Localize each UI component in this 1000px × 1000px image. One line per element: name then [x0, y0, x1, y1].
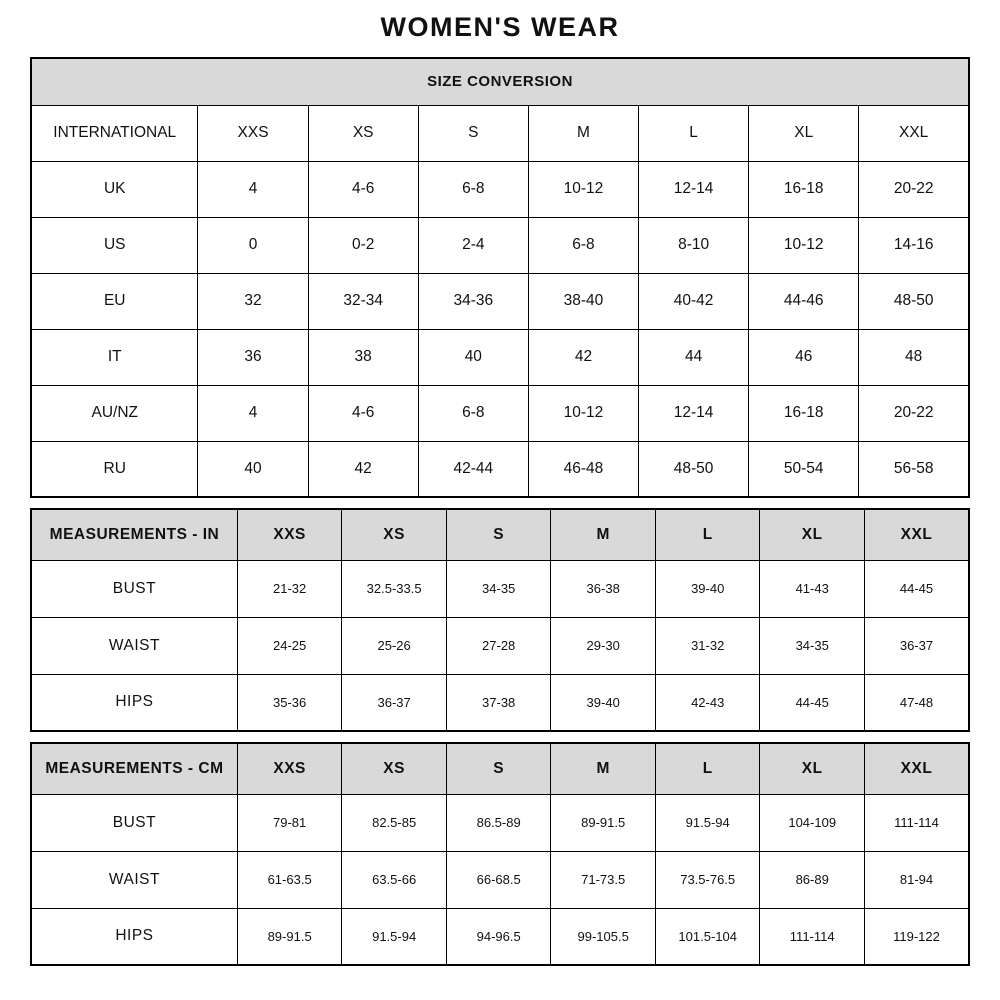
row-label: BUST	[31, 794, 237, 851]
cell: 42-43	[655, 674, 760, 731]
column-header: XL	[760, 743, 865, 794]
cell: 48-50	[859, 273, 969, 329]
cell: 48-50	[639, 441, 749, 497]
cell: 35-36	[237, 674, 342, 731]
cell: 38	[308, 329, 418, 385]
cell: 6-8	[528, 217, 638, 273]
cell: 40	[418, 329, 528, 385]
row-label: EU	[31, 273, 198, 329]
cell: 29-30	[551, 617, 656, 674]
row-label: UK	[31, 161, 198, 217]
row-label: US	[31, 217, 198, 273]
cell: 39-40	[551, 674, 656, 731]
column-header: XS	[342, 509, 447, 560]
cell: 37-38	[446, 674, 551, 731]
cell: 42	[308, 441, 418, 497]
cell: 6-8	[418, 385, 528, 441]
cell: 34-36	[418, 273, 528, 329]
column-header: S	[446, 743, 551, 794]
row-label: WAIST	[31, 851, 237, 908]
cell: 10-12	[749, 217, 859, 273]
column-header: XXL	[864, 743, 969, 794]
column-header: M	[528, 105, 638, 161]
page-title: WOMEN'S WEAR	[380, 12, 620, 42]
cell: 44	[639, 329, 749, 385]
table-row	[31, 509, 969, 560]
row-label: RU	[31, 441, 198, 497]
column-header: XS	[308, 105, 418, 161]
cell: 91.5-94	[342, 908, 447, 965]
cell: 89-91.5	[237, 908, 342, 965]
table-row	[31, 794, 969, 851]
column-header: XXS	[237, 743, 342, 794]
column-header: XL	[760, 509, 865, 560]
column-header: M	[551, 509, 656, 560]
cell: 91.5-94	[655, 794, 760, 851]
cell: 71-73.5	[551, 851, 656, 908]
cell: 36-37	[342, 674, 447, 731]
cell: 38-40	[528, 273, 638, 329]
cell: 61-63.5	[237, 851, 342, 908]
row-label: AU/NZ	[31, 385, 198, 441]
cell: 50-54	[749, 441, 859, 497]
cell: 81-94	[864, 851, 969, 908]
cell: 94-96.5	[446, 908, 551, 965]
cell: 42-44	[418, 441, 528, 497]
column-header: XXS	[198, 105, 308, 161]
cell: 46-48	[528, 441, 638, 497]
column-header: XXL	[859, 105, 969, 161]
cell: 119-122	[864, 908, 969, 965]
cell: 36-38	[551, 560, 656, 617]
cell: 4-6	[308, 161, 418, 217]
cell: 10-12	[528, 161, 638, 217]
size-conversion-table	[30, 57, 970, 498]
cell: 44-46	[749, 273, 859, 329]
cell: 79-81	[237, 794, 342, 851]
cell: 101.5-104	[655, 908, 760, 965]
cell: 36	[198, 329, 308, 385]
table-row	[31, 617, 969, 674]
measurements-cm-table	[30, 742, 970, 966]
cell: 86-89	[760, 851, 865, 908]
cell: 32.5-33.5	[342, 560, 447, 617]
column-header: S	[446, 509, 551, 560]
cell: 16-18	[749, 385, 859, 441]
cell: 10-12	[528, 385, 638, 441]
cell: 86.5-89	[446, 794, 551, 851]
cell: 32-34	[308, 273, 418, 329]
column-header: L	[655, 509, 760, 560]
cell: 41-43	[760, 560, 865, 617]
column-header: L	[639, 105, 749, 161]
row-label: HIPS	[31, 908, 237, 965]
table-row	[31, 273, 969, 329]
cell: 66-68.5	[446, 851, 551, 908]
column-header: S	[418, 105, 528, 161]
cell: 56-58	[859, 441, 969, 497]
cell: 104-109	[760, 794, 865, 851]
table-row	[31, 743, 969, 794]
cell: 36-37	[864, 617, 969, 674]
cell: 2-4	[418, 217, 528, 273]
row-label: WAIST	[31, 617, 237, 674]
cell: 73.5-76.5	[655, 851, 760, 908]
table-row	[31, 58, 969, 105]
table-row	[31, 105, 969, 161]
cell: 20-22	[859, 161, 969, 217]
cell: 89-91.5	[551, 794, 656, 851]
table-row	[31, 329, 969, 385]
cell: 4-6	[308, 385, 418, 441]
column-header: XXS	[237, 509, 342, 560]
column-header: MEASUREMENTS - IN	[31, 509, 237, 560]
cell: 4	[198, 385, 308, 441]
column-header: L	[655, 743, 760, 794]
table-row	[31, 441, 969, 497]
cell: 12-14	[639, 161, 749, 217]
table-row	[31, 851, 969, 908]
row-label: IT	[31, 329, 198, 385]
cell: 4	[198, 161, 308, 217]
cell: 0-2	[308, 217, 418, 273]
cell: 111-114	[760, 908, 865, 965]
cell: 24-25	[237, 617, 342, 674]
cell: 32	[198, 273, 308, 329]
cell: 34-35	[760, 617, 865, 674]
cell: 14-16	[859, 217, 969, 273]
cell: 99-105.5	[551, 908, 656, 965]
cell: 16-18	[749, 161, 859, 217]
cell: 12-14	[639, 385, 749, 441]
cell: 63.5-66	[342, 851, 447, 908]
measurements-in-table	[30, 508, 970, 732]
column-header: XXL	[864, 509, 969, 560]
table-row	[31, 908, 969, 965]
cell: 111-114	[864, 794, 969, 851]
cell: 34-35	[446, 560, 551, 617]
cell: 44-45	[864, 560, 969, 617]
cell: 0	[198, 217, 308, 273]
column-header: XS	[342, 743, 447, 794]
cell: 42	[528, 329, 638, 385]
cell: 25-26	[342, 617, 447, 674]
cell: 39-40	[655, 560, 760, 617]
column-header: M	[551, 743, 656, 794]
table-row	[31, 385, 969, 441]
cell: 47-48	[864, 674, 969, 731]
row-label: BUST	[31, 560, 237, 617]
table-row	[31, 560, 969, 617]
cell: 82.5-85	[342, 794, 447, 851]
cell: 44-45	[760, 674, 865, 731]
cell: 21-32	[237, 560, 342, 617]
column-header: MEASUREMENTS - CM	[31, 743, 237, 794]
table-row	[31, 674, 969, 731]
column-header: INTERNATIONAL	[31, 105, 198, 161]
cell: 48	[859, 329, 969, 385]
cell: 40	[198, 441, 308, 497]
cell: 20-22	[859, 385, 969, 441]
size-conversion-title: SIZE CONVERSION	[31, 58, 969, 105]
table-row	[31, 161, 969, 217]
cell: 27-28	[446, 617, 551, 674]
cell: 31-32	[655, 617, 760, 674]
cell: 46	[749, 329, 859, 385]
row-label: HIPS	[31, 674, 237, 731]
cell: 8-10	[639, 217, 749, 273]
table-row	[31, 217, 969, 273]
cell: 6-8	[418, 161, 528, 217]
column-header: XL	[749, 105, 859, 161]
cell: 40-42	[639, 273, 749, 329]
